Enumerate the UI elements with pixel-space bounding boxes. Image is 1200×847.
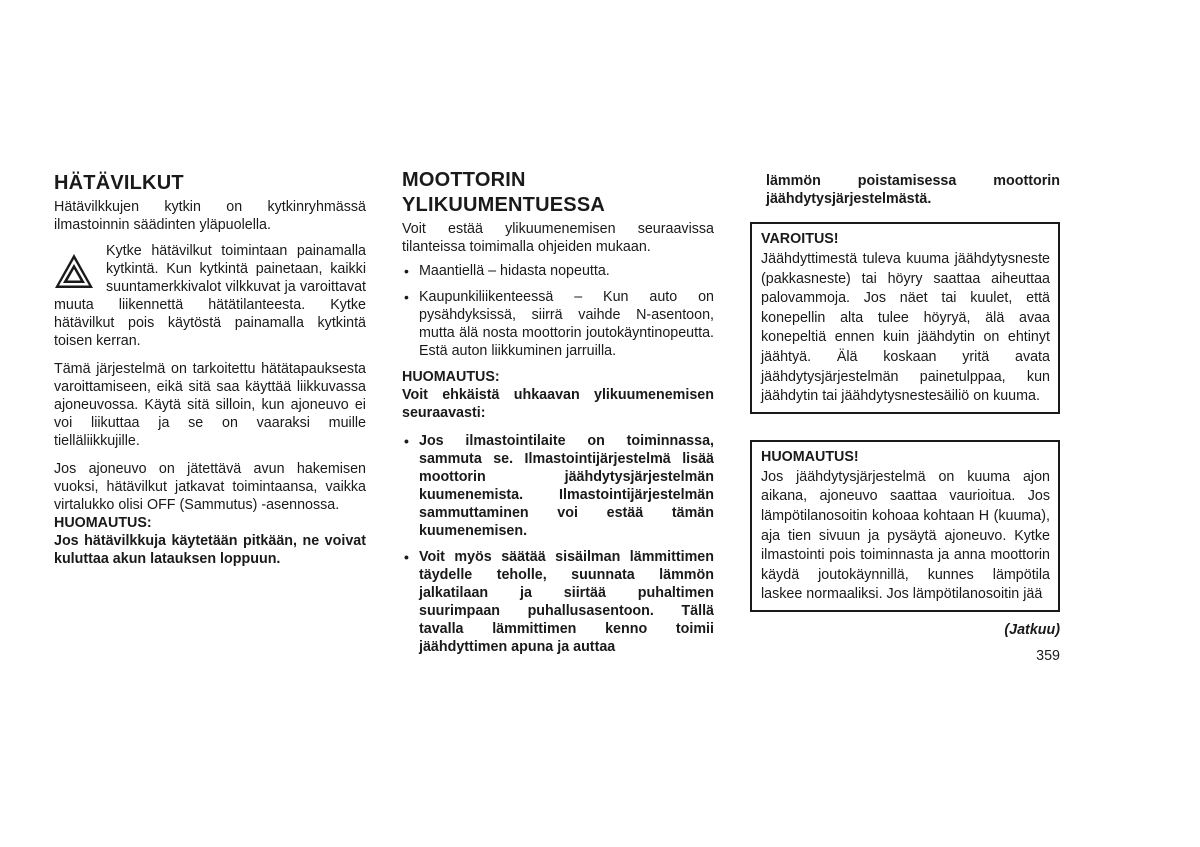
note-label: HUOMAUTUS: [54, 515, 152, 531]
hazard-usage-paragraph: Tämä järjestelmä on tarkoitettu hätätapauksesta varoittamiseen, eikä sitä saa käyttää liikkuvassa ajoneuvossa. Käytä sitä silloin, kun ajoneuvo ei voi liikuttaa ja se on vaaraksi muille tielläliikkujille. [54, 361, 366, 449]
page-number: 359 [1036, 647, 1060, 664]
section-heading-overheating [402, 168, 714, 218]
note-box-text: Jos jäähdytysjärjestelmä on kuuma ajon aikana, ajoneuvo saattaa vaurioitua. Jos lämpötilanosoitin kohoaa kohtaan H (kuuma), aja tien sivuun ja pysäytä ajoneuvo. Kytke ilmastointi pois toiminnasta ja anna moottorin käydä joutokäynnillä, kunnes lämpötila laskee normaaliksi. Jos lämpötilanosoitin jää [761, 468, 1050, 603]
column-overheating-continued [750, 172, 1060, 664]
continued-bold-text: lämmön poistamisessa moottorin jäähdytysjärjestelmästä. [766, 173, 1060, 207]
hazard-switch-instructions: Kytke hätävilkut toimintaan painamalla kytkintä. Kun kytkintä painetaan, kaikki suuntamerkkivalot vilkkuvat ja varoittavat muuta liikennettä hätätilanteesta. Kytke hätävilkut pois käytöstä painamalla kytkintä toisen kerran. [54, 243, 366, 349]
list-item: • Kaupunkiliikenteessä – Kun auto on pysähdyksissä, siirrä vaihde N-asentoon, mutta älä nosta moottorin joutokäyntinopeutta. Estä auton liikkuminen jarruilla. [402, 288, 714, 360]
overheating-intro-paragraph: Voit estää ylikuumenemisen seuraavissa tilanteissa toimimalla ohjeiden mukaan. [402, 221, 714, 255]
heading-line-1: MOOTTORIN [402, 169, 526, 191]
note-box [750, 440, 1060, 612]
note-box-title: HUOMAUTUS! [761, 448, 859, 465]
warning-box [750, 222, 1060, 414]
list-item: • Jos ilmastointilaite on toiminnassa, sammuta se. Ilmastointijärjestelmä lisää moottorin jäähdytysjärjestelmän kuumenemista. Ilmastointijärjestelmän sammuttaminen voi estää tämän kuumenemisen. [402, 432, 714, 540]
heading-line-2: YLIKUUMENTUESSA [402, 194, 606, 216]
note-intro-text: Voit ehkäistä uhkaavan ylikuumenemisen seuraavasti: [402, 387, 714, 421]
list-item: • Maantiellä – hidasta nopeutta. [402, 262, 714, 280]
warning-box-text: Jäähdyttimestä tuleva kuuma jäähdytysneste (pakkasneste) tai höyry saattaa aiheuttaa palovammoja. Jos näet tai kuulet, että konepellin alta tulee höyryä, älä avaa konepeltiä ennen kuin jäähdytin on ehtinyt jäähtyä. Älä koskaan yritä avata jäähdytysjärjestelmän painetulppaa, kun jäähdytin tai jäähdytysnestesäiliö on kuuma. [761, 251, 1050, 405]
note-battery-text: Jos hätävilkkuja käytetään pitkään, ne voivat kuluttaa akun latauksen loppuun. [54, 533, 366, 567]
note-label: HUOMAUTUS: [402, 369, 500, 385]
warning-box-title: VAROITUS! [761, 231, 839, 247]
column-overheating [402, 168, 714, 664]
hazard-leave-vehicle-paragraph: Jos ajoneuvo on jätettävä avun hakemisen vuoksi, hätävilkut jatkavat toimintaansa, vaikka virtalukko olisi OFF (Sammutus) -asennossa. [54, 461, 366, 513]
hazard-triangle-icon [54, 244, 106, 296]
note-bold-list [402, 432, 714, 656]
overheating-tips-list [402, 262, 714, 360]
section-heading-hazard-lights: HÄTÄVILKUT [54, 172, 184, 194]
column-hazard-lights [54, 168, 366, 568]
continued-label: (Jatkuu) [1004, 621, 1060, 638]
list-item: • Voit myös säätää sisäilman lämmittimen täydelle teholle, suunnata lämmön jalkatilaan ja siirtää puhaltimen suurimpaan puhallusasentoon. Tällä tavalla lämmittimen kenno toimii jäähdyttimen apuna ja auttaa [402, 548, 714, 656]
hazard-intro-paragraph: Hätävilkkujen kytkin on kytkinryhmässä ilmastoinnin säädinten yläpuolella. [54, 199, 366, 233]
hazard-switch-row [54, 242, 366, 350]
